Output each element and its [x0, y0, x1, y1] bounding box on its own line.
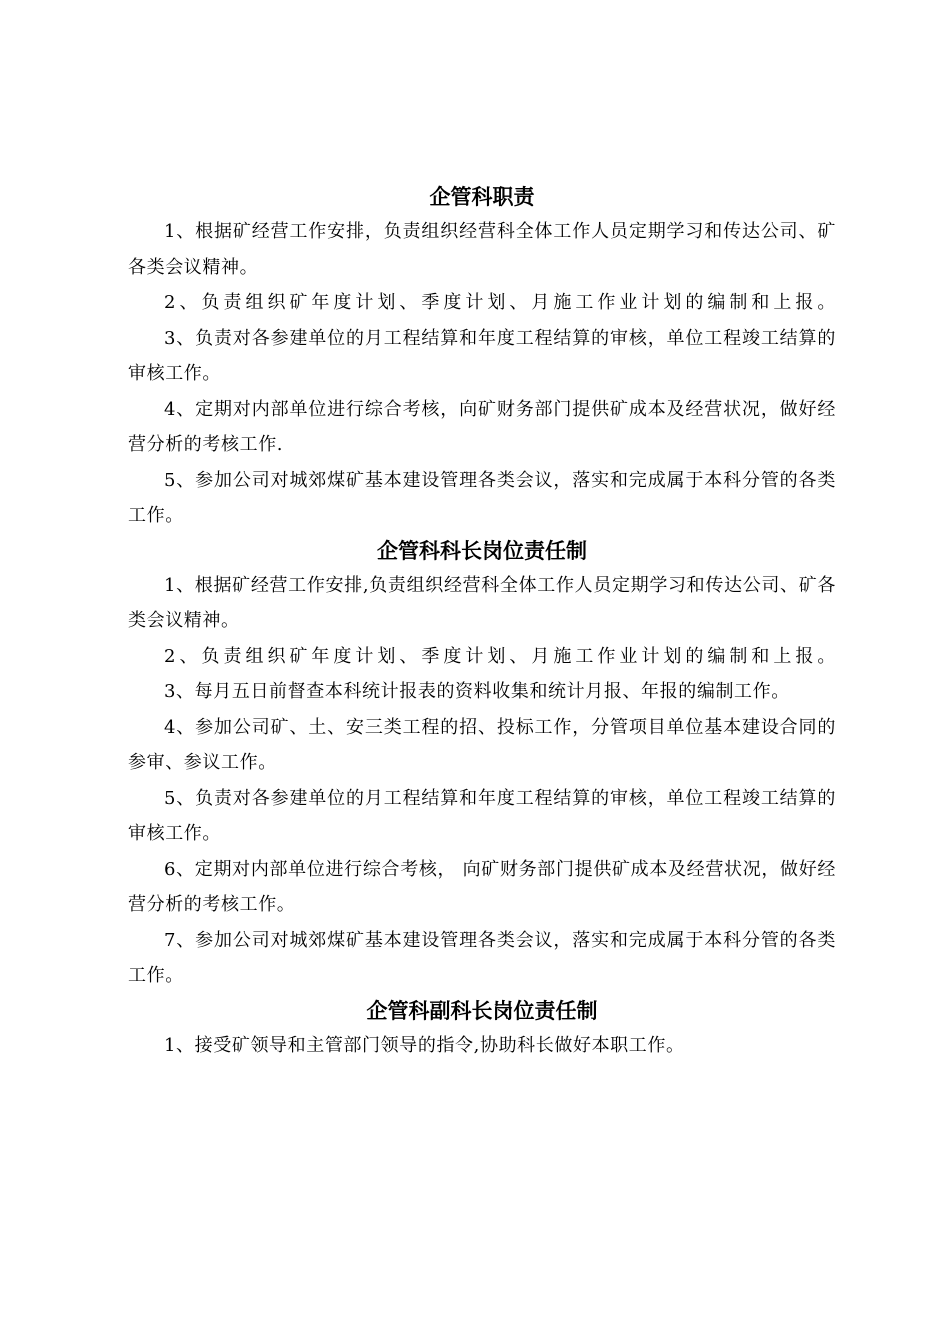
paragraph-item: 7、参加公司对城郊煤矿基本建设管理各类会议，落实和完成属于本科分管的各类工作。 [128, 929, 836, 986]
paragraph-item: 3、每月五日前督查本科统计报表的资料收集和统计月报、年报的编制工作。 [164, 681, 790, 702]
paragraph-item: 4、定期对内部单位进行综合考核，向矿财务部门提供矿成本及经营状况，做好经营分析的考核工作. [128, 398, 836, 455]
paragraph-item: 4、参加公司矿、土、安三类工程的招、投标工作，分管项目单位基本建设合同的参审、参议工作。 [128, 716, 836, 773]
paragraph-item: 3、负责对各参建单位的月工程结算和年度工程结算的审核，单位工程竣工结算的审核工作。 [128, 327, 836, 384]
paragraph-item: 6、定期对内部单位进行综合考核， 向矿财务部门提供矿成本及经营状况，做好经营分析的考核工作。 [128, 858, 836, 915]
section-heading: 企管科职责 [429, 185, 535, 209]
paragraph-item: 2、负责组织矿年度计划、季度计划、月施工作业计划的编制和上报。 [164, 292, 836, 313]
section-chief-duties [128, 534, 836, 994]
paragraph-item: 1、根据矿经营工作安排,负责组织经营科全体工作人员定期学习和传达公司、矿各类会议精神。 [128, 574, 836, 631]
section-deputy-chief-duties [128, 994, 836, 1064]
paragraph-item: 2、负责组织矿年度计划、季度计划、月施工作业计划的编制和上报。 [164, 645, 836, 667]
paragraph-item: 1、根据矿经营工作安排，负责组织经营科全体工作人员定期学习和传达公司、矿各类会议精神。 [128, 221, 836, 278]
paragraph-item: 5、负责对各参建单位的月工程结算和年度工程结算的审核，单位工程竣工结算的审核工作。 [128, 787, 836, 844]
section-dept-duties [128, 180, 836, 534]
section-heading: 企管科科长岗位责任制 [377, 538, 587, 563]
paragraph-item: 1、接受矿领导和主管部门领导的指令,协助科长做好本职工作。 [164, 1034, 685, 1056]
paragraph-item: 5、参加公司对城郊煤矿基本建设管理各类会议，落实和完成属于本科分管的各类工作。 [128, 469, 836, 526]
document-body [128, 180, 836, 1063]
section-heading: 企管科副科长岗位责任制 [366, 998, 598, 1023]
